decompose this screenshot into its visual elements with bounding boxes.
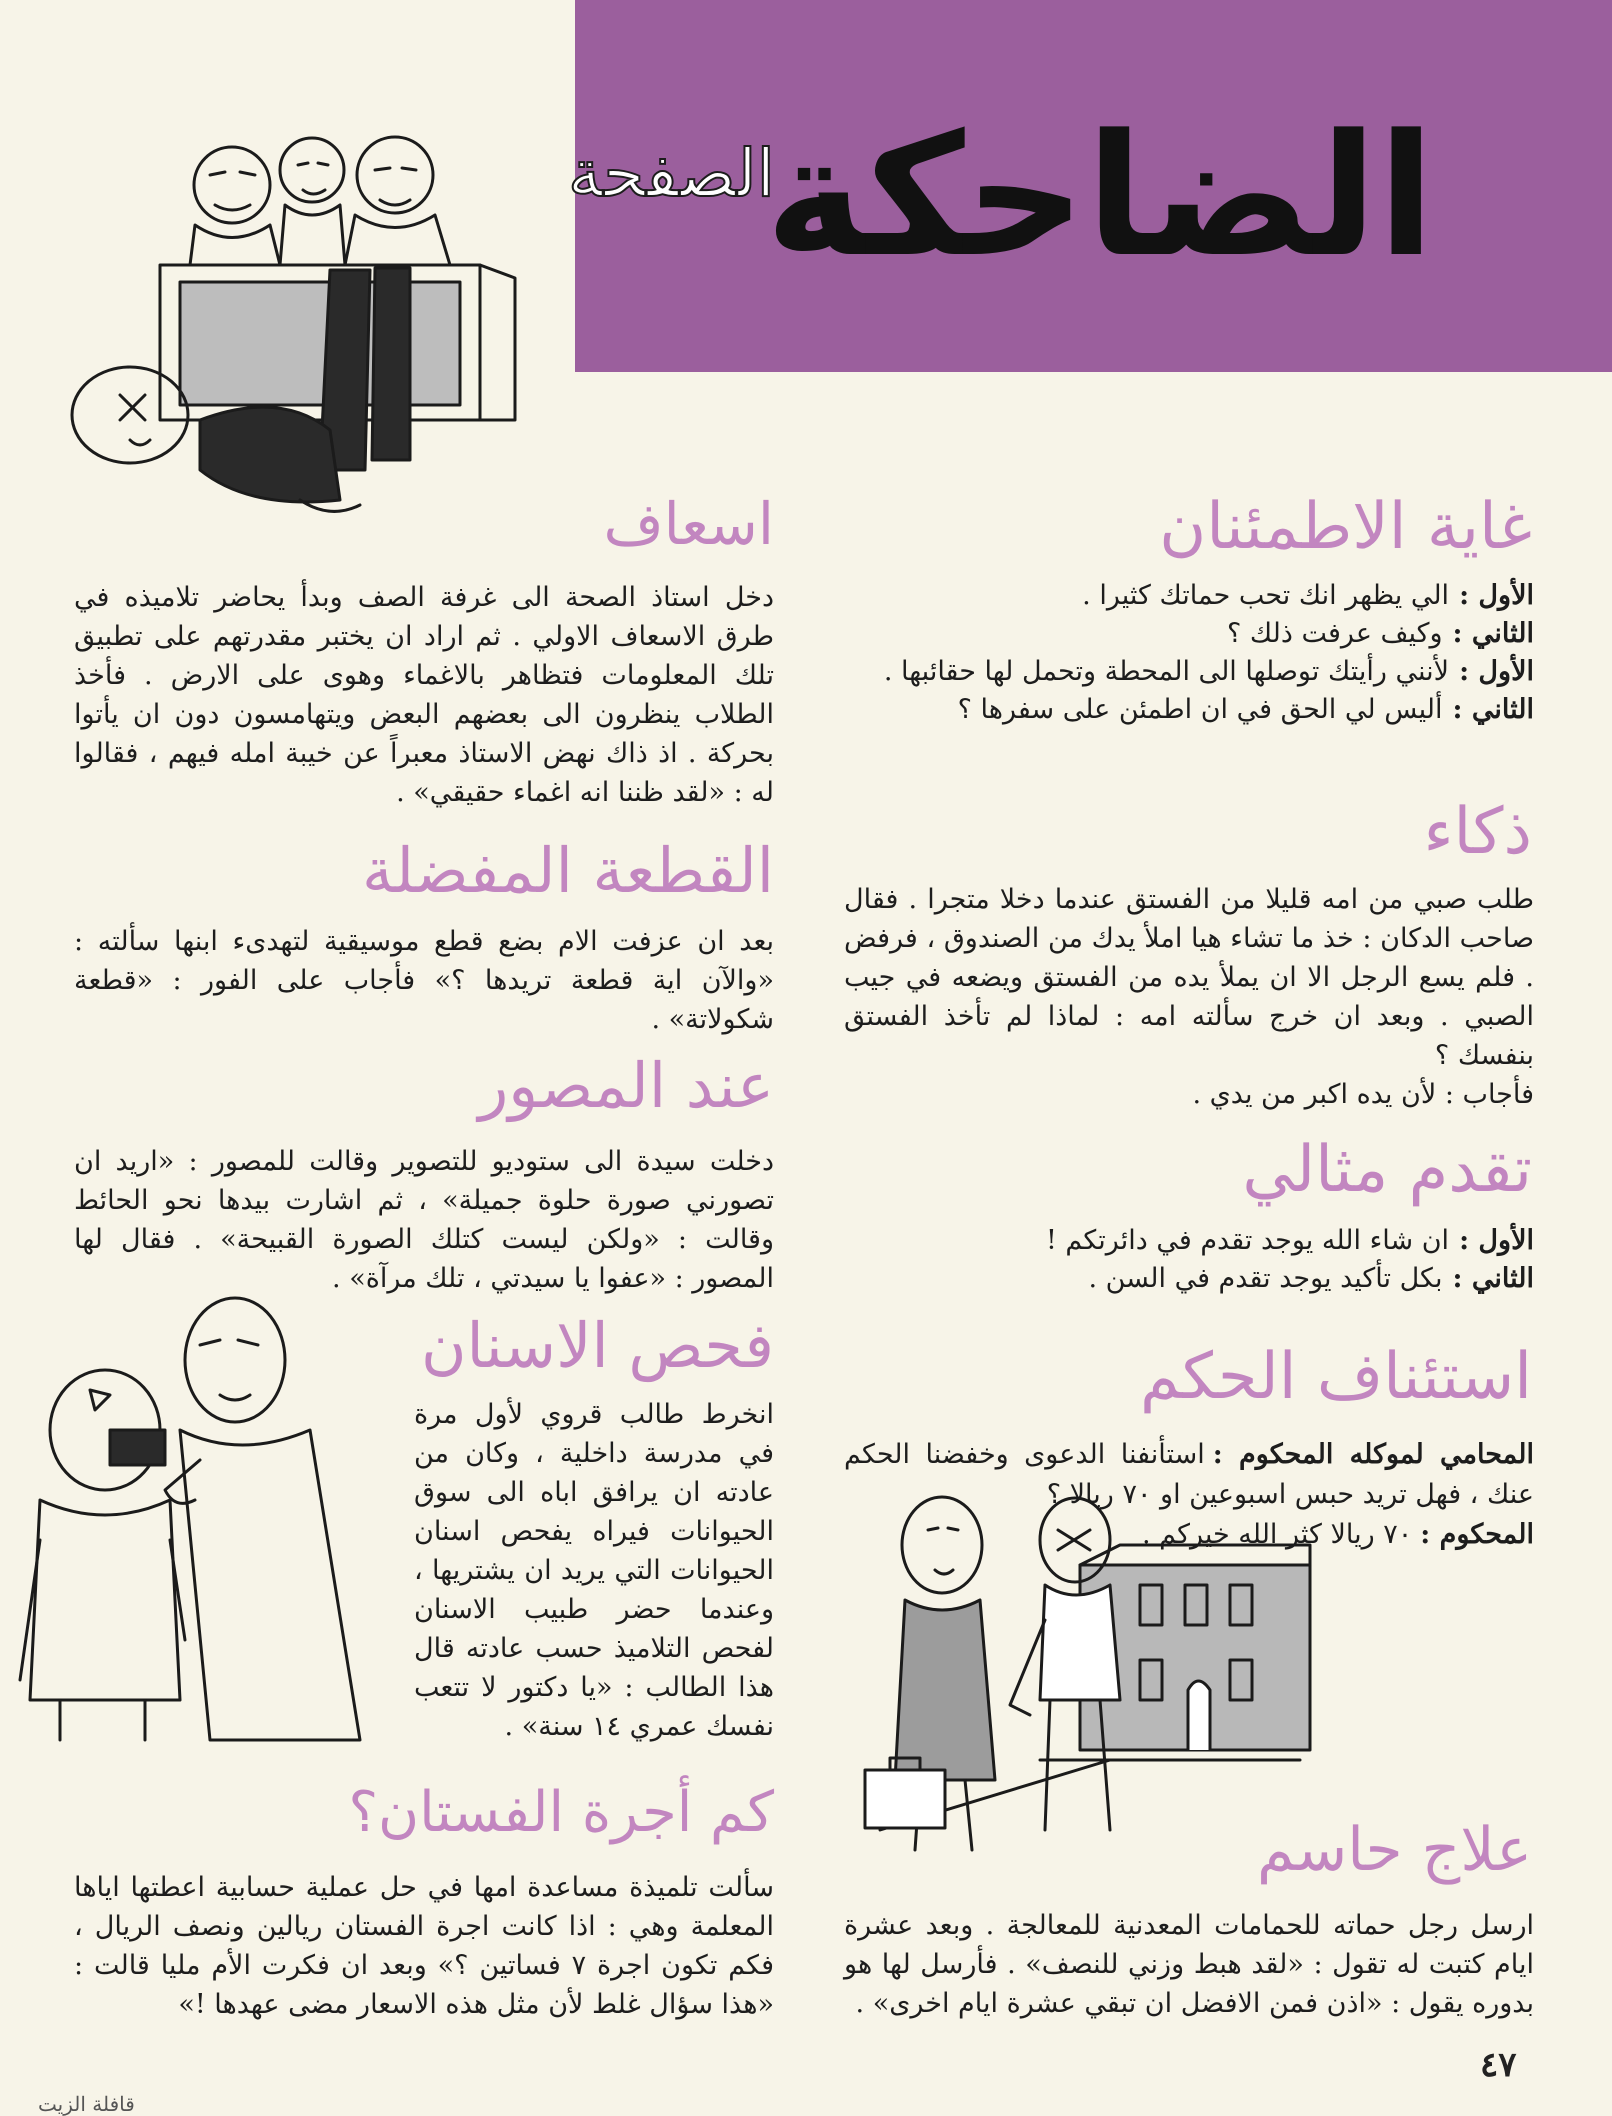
dialog-line: الثاني :بكل تأكيد يوجد تقدم في السن . [1088, 1263, 1534, 1294]
heading-isaaf: اسعاف [603, 490, 774, 558]
dialog-line: الأول :لأنني رأيتك توصلها الى المحطة وتحمل لها حقائبها . [883, 656, 1534, 687]
text-dhakaa: طلب صبي من امه قليلا من الفستق عندما دخلا متجرا . فقال صاحب الدكان : خذ ما تشاء هيا املأ يدك من الصندوق ، فرفض . فلم يسع الرجل الا ان يملأ يده من الفستق ويضعه في جيب الصبي . وبعد ان خرج سألته امه : لماذا لم تأخذ الفستق بنفسك ؟ فأجاب : لأن يده اكبر من يدي . [844, 884, 1534, 1110]
heading-fustan: كم أجرة الفستان؟ [348, 1780, 774, 1845]
text-qitaa: بعد ان عزفت الام بضع قطع موسيقية لتهدىء ابنها سألته : «والآن اية قطعة تريدها ؟» فأجاب على الفور : «قطعة شكولاتة» . [74, 926, 774, 1035]
banner-title: الضاحكة [765, 98, 1435, 294]
heading-ghaya: غاية الاطمئنان [1159, 490, 1532, 564]
dialog-line: المحامي لموكله المحكوم :استأنفنا الدعوى وخفضنا الحكم عنك ، فهل تريد حبس اسبوعين او ٧٠ ريالا ؟ [844, 1439, 1534, 1510]
dialog-taqaddum [844, 1222, 1534, 1298]
dialog-line: الأول :الي يظهر انك تحب حماتك كثيرا . [1082, 580, 1534, 611]
heading-taqaddum: تقدم مثالي [1242, 1133, 1532, 1207]
heading-istinaf: استئناف الحكم [1139, 1340, 1532, 1414]
dialog-line: المحكوم :٧٠ ريالا كثر الله خيركم . [1141, 1519, 1534, 1550]
heading-dhakaa: ذكاء [1423, 795, 1532, 869]
dialog-line: الأول :ان شاء الله يوجد تقدم في دائرتكم ! [1045, 1225, 1534, 1256]
title-banner [567, 0, 1612, 372]
text-asnan: انخرط طالب قروي لأول مرة في مدرسة داخلية ، وكان من عادته ان يرافق اباه الى سوق الحيوانات فيراه يفحص اسنان الحيوانات التي يريد ان يشتريها ، وعندما حضر طبيب الاسنان لفحص التلاميذ حسب عادته قال هذا الطالب : «يا دكتور لا تتعب نفسك عمري ١٤ سنة» . [414, 1399, 774, 1742]
page-number: ٤٧ [1480, 2045, 1517, 2085]
heading-asnan: فحص الاسنان [421, 1309, 774, 1382]
text-musawwir: دخلت سيدة الى ستوديو للتصوير وقالت للمصور : «اريد ان تصورني صورة حلوة جميلة» ، ثم اشارت بيدها نحو الحائط وقالت : «ولكن ليست كتلك الصورة القبيحة» . فقال لها المصور : «عفوا يا سيدتي ، تلك مرآة» . [74, 1146, 774, 1294]
dentist-cartoon [0, 0, 1, 1]
heading-musawwir: عند المصور [478, 1049, 774, 1122]
banner-small-word: الصفحة [567, 135, 775, 212]
heading-qitaa: القطعة المفضلة [361, 834, 774, 907]
dialog-line: الثاني :أليس لي الحق في ان اطمئن على سفرها ؟ [957, 694, 1534, 725]
dialog-istinaf [844, 1435, 1534, 1555]
text-ilaj: ارسل رجل حماته للحمامات المعدنية للمعالجة . وبعد عشرة ايام كتبت له تقول : «لقد هبط وزني للنصف» . فأرسل لها هو بدوره يقول : «اذن فمن الافضل ان تبقي عشرة ايام اخرى» . [844, 1910, 1534, 2019]
footer-magazine: قافلة الزيت [38, 2092, 135, 2116]
text-isaaf: دخل استاذ الصحة الى غرفة الصف وبدأ يحاضر تلاميذه في طرق الاسعاف الاولي . ثم اراد ان يختبر مقدرتهم على تطبيق تلك المعلومات فتظاهر بالاغماء وهوى على الارض . فأخذ الطلاب ينظرون الى بعضهم البعض ويتهامسون دون ان يأتوا بحركة . اذ ذاك نهض الاستاذ معبراً عن خيبة امله فيهم ، فقالوا له : «لقد ظننا انه اغماء حقيقي» . [74, 582, 774, 808]
text-fustan: سألت تلميذة مساعدة امها في حل عملية حسابية اعطتها اياها المعلمة وهي : اذا كانت اجرة الفستان ريالين ونصف الريال ، فكم تكون اجرة ٧ فساتين ؟» وبعد ان فكرت الأم مليا قالت : «هذا سؤال غلط لأن مثل هذه الاسعار مضى عهدها !» [74, 1872, 774, 2020]
heading-ilaj: علاج حاسم [1257, 1815, 1532, 1885]
dialog-line: الثاني :وكيف عرفت ذلك ؟ [1227, 618, 1534, 649]
dialog-ghaya [874, 577, 1534, 729]
